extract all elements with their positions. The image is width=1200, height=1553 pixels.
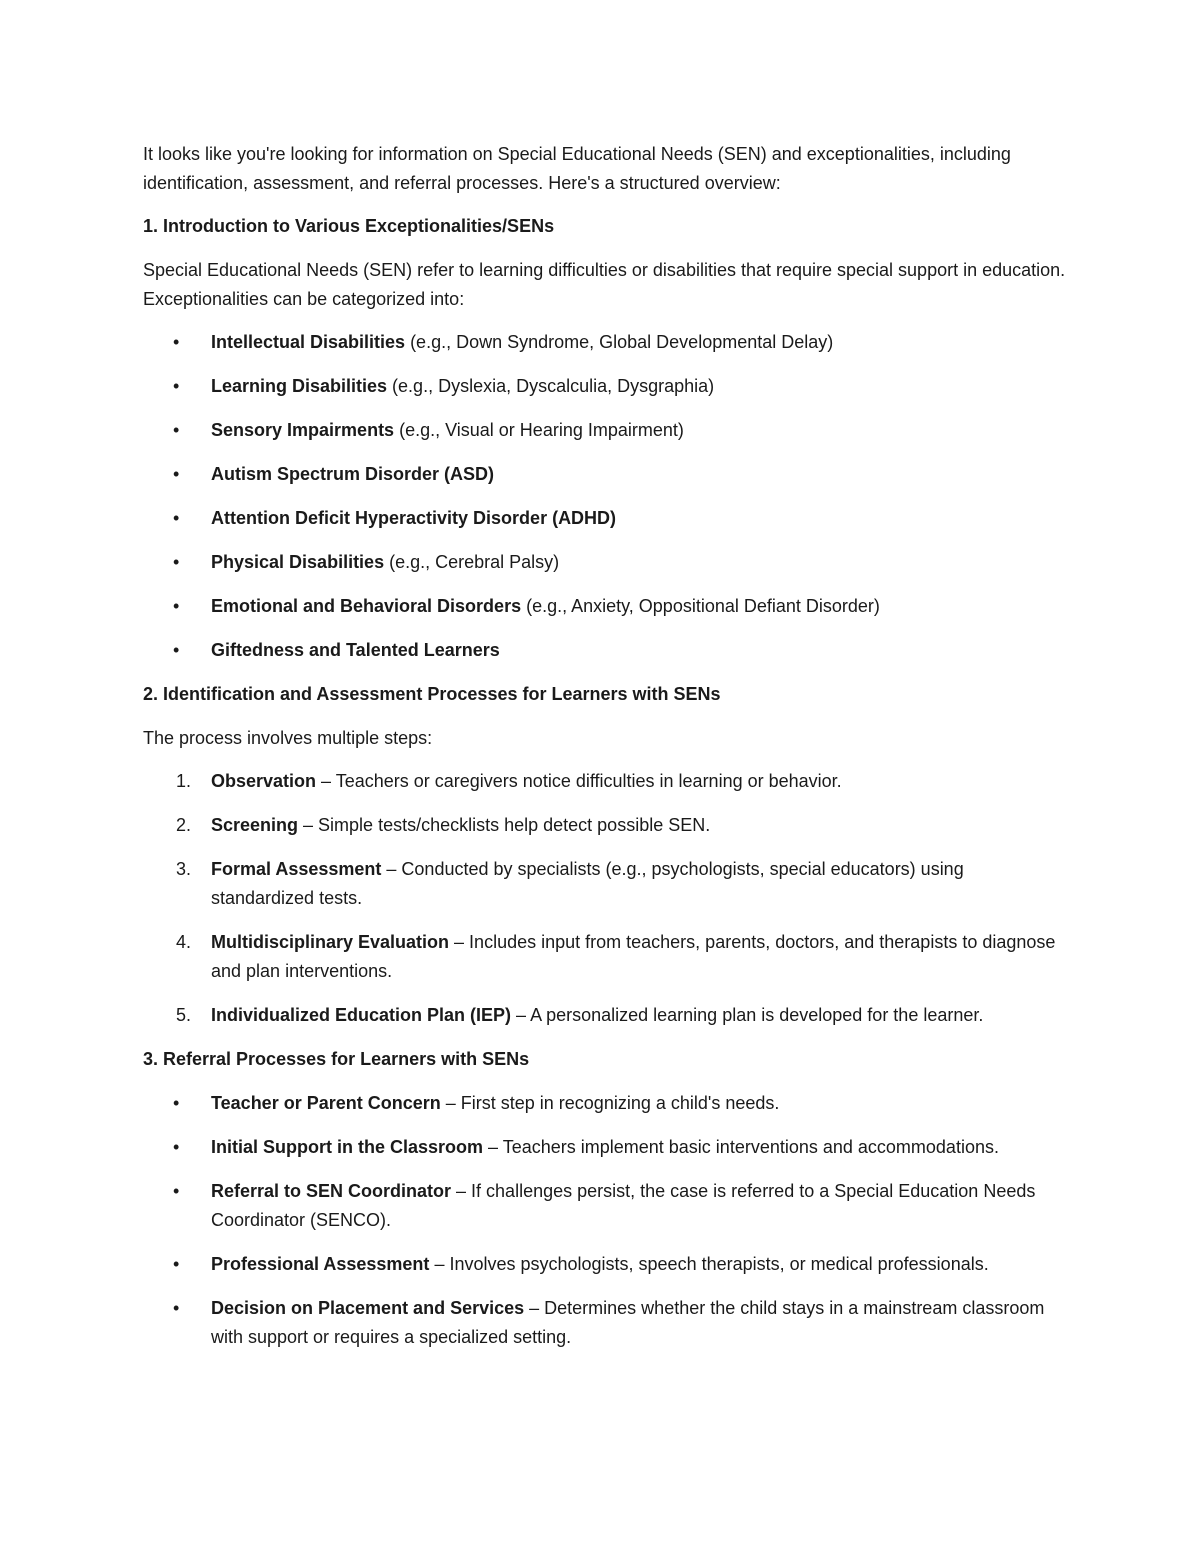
item-term: Screening [211,815,299,835]
list-item [143,928,1068,986]
section-1-paragraph: Special Educational Needs (SEN) refer to learning difficulties or disabilities that require special support in education. Exceptionalities can be categorized into: [143,260,1066,309]
list-item [143,416,1068,445]
item-desc: (e.g., Visual or Hearing Impairment) [394,420,684,440]
item-term: Initial Support in the Classroom [211,1137,484,1157]
item-term: Giftedness and Talented Learners [211,640,500,660]
item-desc: – Determines whether the child stays in a mainstream classroom with support or requires a specialized setting. [211,1298,1045,1347]
item-term: Decision on Placement and Services [211,1298,525,1318]
list-item [143,504,1068,533]
list-item [143,592,1068,621]
section-1-heading: 1. Introduction to Various Exceptionalities/SENs [143,216,555,236]
item-term: Attention Deficit Hyperactivity Disorder (ADHD) [211,508,617,528]
document-page [143,140,1068,1367]
item-desc: (e.g., Down Syndrome, Global Developmental Delay) [405,332,834,352]
bullet-icon: • [173,376,180,396]
list-item [143,372,1068,401]
list-item [143,1294,1068,1352]
item-desc: – Includes input from teachers, parents, doctors, and therapists to diagnose and plan interventions. [211,932,1056,981]
list-item [143,811,1068,840]
list-item [143,1089,1068,1118]
item-desc: (e.g., Anxiety, Oppositional Defiant Disorder) [521,596,880,616]
item-desc: – First step in recognizing a child's needs. [440,1093,780,1113]
list-item [143,1177,1068,1235]
intro-paragraph: It looks like you're looking for information on Special Educational Needs (SEN) and exceptionalities, including identification, assessment, and referral processes. Here's a structured overview: [143,144,1011,193]
list-item [143,1001,1068,1030]
item-number: 3. [176,859,192,879]
section-2-heading: 2. Identification and Assessment Processes for Learners with SENs [143,684,721,704]
item-desc: – Simple tests/checklists help detect possible SEN. [298,815,711,835]
item-desc: – Teachers implement basic interventions and accommodations. [483,1137,999,1157]
list-item [143,1250,1068,1279]
bullet-icon: • [173,1181,180,1201]
item-desc: – Conducted by specialists (e.g., psychologists, special educators) using standardized tests. [211,859,964,908]
item-desc: – Involves psychologists, speech therapists, or medical professionals. [429,1254,989,1274]
item-number: 1. [176,771,192,791]
bullet-icon: • [173,1093,180,1113]
item-term: Autism Spectrum Disorder (ASD) [211,464,495,484]
bullet-icon: • [173,1298,180,1318]
bullet-icon: • [173,420,180,440]
bullet-icon: • [173,552,180,572]
bullet-icon: • [173,332,180,352]
item-term: Sensory Impairments [211,420,395,440]
item-term: Formal Assessment [211,859,382,879]
assessment-steps-list [143,767,1068,1030]
bullet-icon: • [173,508,180,528]
item-term: Multidisciplinary Evaluation [211,932,450,952]
list-item [143,1133,1068,1162]
item-term: Intellectual Disabilities [211,332,406,352]
item-number: 2. [176,815,192,835]
item-term: Referral to SEN Coordinator [211,1181,452,1201]
bullet-icon: • [173,464,180,484]
item-term: Teacher or Parent Concern [211,1093,441,1113]
referral-process-list [143,1089,1068,1352]
item-term: Professional Assessment [211,1254,430,1274]
item-term: Learning Disabilities [211,376,388,396]
item-term: Physical Disabilities [211,552,385,572]
item-desc: (e.g., Cerebral Palsy) [384,552,560,572]
item-desc: – Teachers or caregivers notice difficulties in learning or behavior. [316,771,842,791]
list-item [143,767,1068,796]
bullet-icon: • [173,640,180,660]
item-desc: – If challenges persist, the case is referred to a Special Education Needs Coordinator (SENCO). [211,1181,1036,1230]
item-desc: – A personalized learning plan is developed for the learner. [511,1005,984,1025]
section-2-paragraph: The process involves multiple steps: [143,728,433,748]
item-number: 4. [176,932,192,952]
list-item [143,548,1068,577]
exceptionalities-list [143,328,1068,665]
list-item [143,328,1068,357]
bullet-icon: • [173,1254,180,1274]
item-term: Individualized Education Plan (IEP) [211,1005,512,1025]
section-3-heading: 3. Referral Processes for Learners with SENs [143,1049,530,1069]
item-term: Observation [211,771,317,791]
item-term: Emotional and Behavioral Disorders [211,596,522,616]
list-item [143,636,1068,665]
item-desc: (e.g., Dyslexia, Dyscalculia, Dysgraphia) [387,376,715,396]
item-number: 5. [176,1005,192,1025]
bullet-icon: • [173,596,180,616]
bullet-icon: • [173,1137,180,1157]
list-item [143,855,1068,913]
list-item [143,460,1068,489]
